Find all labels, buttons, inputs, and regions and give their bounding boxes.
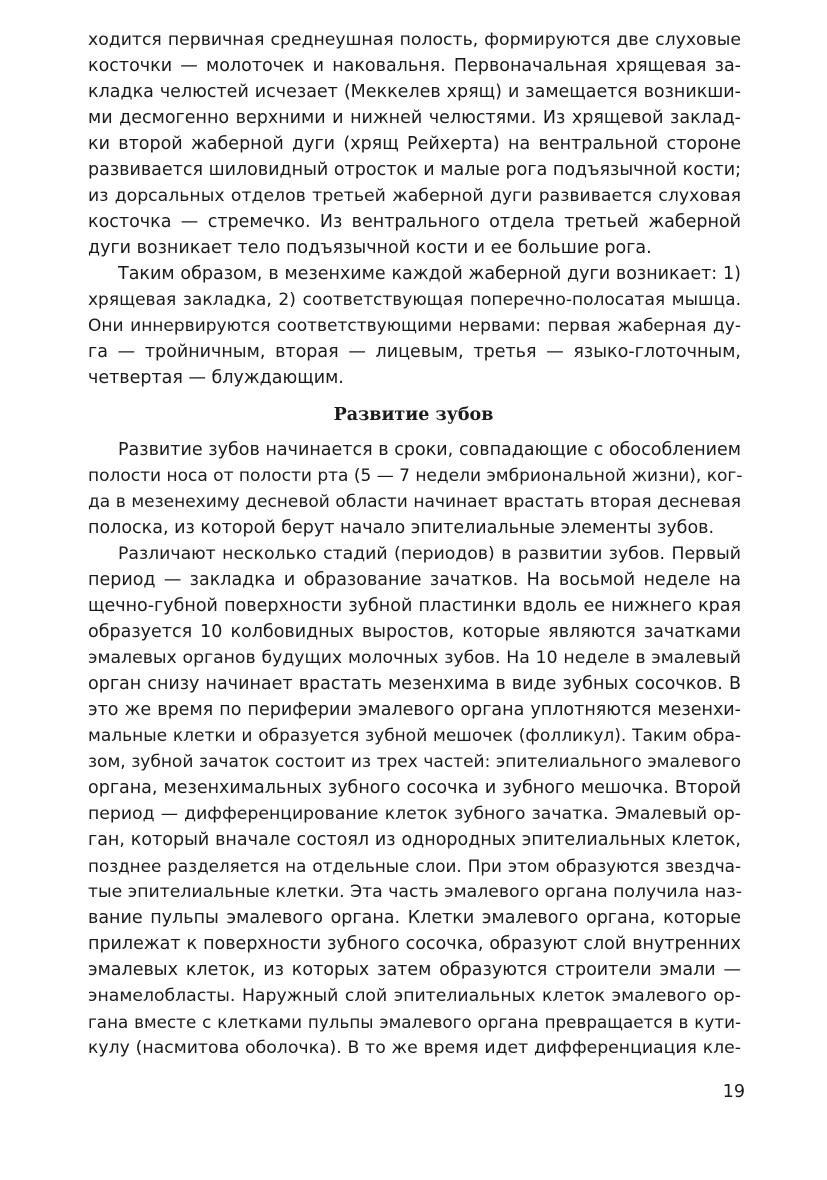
text-line: ки второй жаберной дуги (хрящ Рейхерта) на вентральной стороне xyxy=(88,134,741,154)
text-line: дуги возникает тело подъязычной кости и ее большие рога. xyxy=(88,238,652,258)
text-line: вание пульпы эмалевого органа. Клетки эмалевого органа, которые xyxy=(88,908,741,928)
text-line: косточки — молоточек и наковальня. Первоначальная хрящевая за- xyxy=(88,56,741,76)
text-line: орган снизу начинает врастать мезенхима в виде зубных сосочков. В xyxy=(88,674,741,694)
text-line: полости носа от полости рта (5 — 7 недели эмбриональной жизни), ког- xyxy=(88,466,743,486)
text-line: Развитие зубов начинается в сроки, совпадающие с обособлением xyxy=(118,440,741,460)
text-line: Различают несколько стадий (периодов) в развитии зубов. Первый xyxy=(118,544,741,564)
text-line: Таким образом, в мезенхиме каждой жаберной дуги возникает: 1) xyxy=(118,264,741,284)
text-line: развивается шиловидный отросток и малые рога подъязычной кости; xyxy=(88,160,741,180)
text-line: полоска, из которой берут начало эпителиальные элементы зубов. xyxy=(88,518,715,538)
text-line: зом, зубной зачаток состоит из трех частей: эпителиального эмалевого xyxy=(88,752,741,772)
text-line: четвертая — блуждающим. xyxy=(88,368,344,388)
text-line: энамелобласты. Наружный слой эпителиальных клеток эмалевого ор- xyxy=(88,986,741,1006)
text-line: хрящевая закладка, 2) соответствующая поперечно-полосатая мышца. xyxy=(88,290,741,310)
text-line: кулу (насмитова оболочка). В то же время идет дифференциация кле- xyxy=(88,1038,741,1058)
text-line: это же время по периферии эмалевого органа уплотняются мезенхи- xyxy=(88,700,741,720)
text-line: гана вместе с клетками пульпы эмалевого органа превращается в кути- xyxy=(88,1012,741,1032)
text-line: ган, который вначале состоял из однородных эпителиальных клеток, xyxy=(88,830,741,850)
text-line: ходится первичная среднеушная полость, формируются две слуховые xyxy=(88,30,741,50)
page-number: 19 xyxy=(722,1082,745,1102)
text-line: тые эпителиальные клетки. Эта часть эмалевого органа получила наз- xyxy=(88,882,742,902)
text-line: прилежат к поверхности зубного сосочка, образуют слой внутренних xyxy=(88,934,741,954)
text-line: эмалевых органов будущих молочных зубов. На 10 неделе в эмалевый xyxy=(88,648,741,668)
text-line: из дорсальных отделов третьей жаберной дуги развивается слуховая xyxy=(88,186,741,206)
text-line: эмалевых клеток, из которых затем образуются строители эмали — xyxy=(88,960,741,980)
text-line: га — тройничным, вторая — лицевым, третья — языко-глоточным, xyxy=(88,342,741,362)
text-line: органа, мезенхимальных зубного сосочка и зубного мешочка. Второй xyxy=(88,778,741,798)
text-line: Они иннервируются соответствующими нервами: первая жаберная ду- xyxy=(88,316,741,336)
text-line: ми десмогенно верхними и нижней челюстями. Из хрящевой заклад- xyxy=(88,108,741,128)
section-heading: Развитие зубов xyxy=(333,405,494,425)
text-line: кладка челюстей исчезает (Меккелев хрящ) и замещается возникши- xyxy=(88,82,741,102)
text-line: период — дифференцирование клеток зубного зачатка. Эмалевый ор- xyxy=(88,804,741,824)
text-line: косточка — стремечко. Из вентрального отдела третьей жаберной xyxy=(88,212,741,232)
text-line: мальные клетки и образуется зубной мешочек (фолликул). Таким обра- xyxy=(88,726,741,746)
text-line: да в мезенехиму десневой области начинает врастать вторая десневая xyxy=(88,492,741,512)
text-line: образуется 10 колбовидных выростов, которые являются зачатками xyxy=(88,622,741,642)
text-line: щечно-губной поверхности зубной пластинки вдоль ее нижнего края xyxy=(88,596,741,616)
text-line: период — закладка и образование зачатков. На восьмой неделе на xyxy=(88,570,741,590)
text-line: позднее разделяется на отдельные слои. При этом образуются звездча- xyxy=(88,856,741,876)
